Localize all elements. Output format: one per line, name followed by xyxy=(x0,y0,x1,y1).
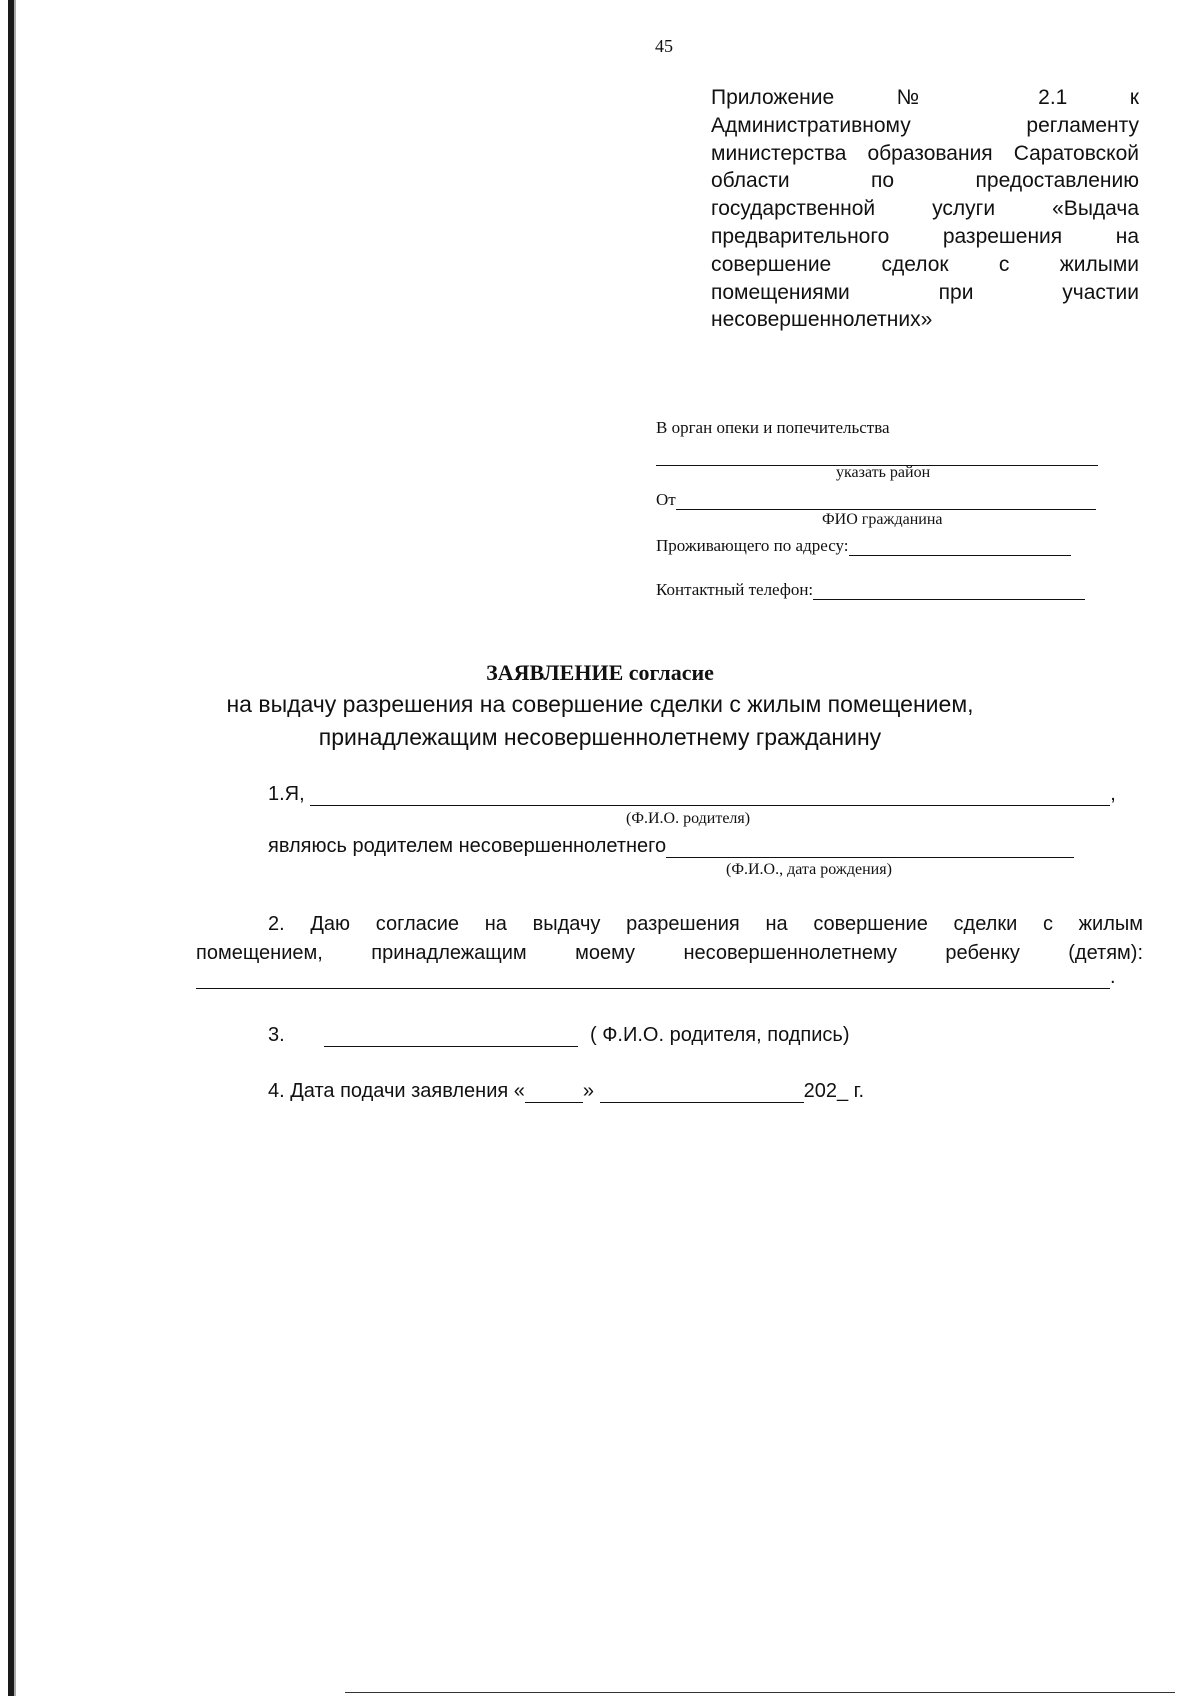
appendix-line: несовершеннолетних» xyxy=(711,308,933,332)
document-title xyxy=(200,658,1000,754)
appendix-line: предварительного разрешения на xyxy=(711,224,1139,248)
scan-edge-shadow xyxy=(14,0,16,1696)
appendix-line: совершение сделок с жилыми xyxy=(711,252,1139,276)
child-caption: (Ф.И.О., дата рождения) xyxy=(726,861,892,878)
from-field[interactable] xyxy=(676,492,1096,510)
item1-suffix: , xyxy=(1110,783,1116,805)
parent-name-caption: (Ф.И.О. родителя) xyxy=(626,810,751,827)
children-field[interactable] xyxy=(196,966,1110,989)
fio-caption: ФИО гражданина xyxy=(822,511,943,528)
appendix-note xyxy=(711,84,1139,334)
item-2-line-1: 2. Даю согласие на выдачу разрешения на совершение сделки с жилым xyxy=(268,913,1143,935)
address-row xyxy=(656,536,1071,556)
from-label: От xyxy=(656,490,676,509)
address-field[interactable] xyxy=(849,538,1071,556)
district-caption: указать район xyxy=(836,464,931,481)
date-close-quote: » xyxy=(582,1080,595,1102)
appendix-line: Приложение № 2.1 к xyxy=(711,86,1139,109)
item1-prefix: 1.Я, xyxy=(268,783,305,805)
district-field[interactable] xyxy=(656,446,1098,466)
date-label: 4. Дата подачи заявления « xyxy=(268,1080,525,1102)
phone-field[interactable] xyxy=(813,582,1085,600)
phone-label: Контактный телефон: xyxy=(656,580,814,599)
child-name-field[interactable] xyxy=(666,837,1074,858)
authority-label: В орган опеки и попечительства xyxy=(656,418,890,437)
appendix-line: государственной услуги «Выдача xyxy=(711,197,1139,221)
parent-name-field[interactable] xyxy=(310,785,1110,806)
phone-row xyxy=(656,580,1085,600)
page-number: 45 xyxy=(655,36,673,56)
parent-of-row xyxy=(268,835,1074,858)
item-3-number: 3. xyxy=(268,1024,285,1046)
item-2-line-2: помещением, принадлежащим моему несовершеннолетнему ребенку (детям): xyxy=(196,942,1143,964)
appendix-line: Административному регламенту xyxy=(711,113,1139,137)
appendix-line: министерства образования Саратовской xyxy=(711,141,1139,165)
year-label: 202_ г. xyxy=(803,1080,865,1102)
title-line-3: принадлежащим несовершеннолетнему гражданину xyxy=(318,724,882,750)
month-field[interactable] xyxy=(600,1082,804,1103)
appendix-line: области по предоставлению xyxy=(711,169,1139,193)
page-bottom-edge xyxy=(345,1692,1175,1693)
appendix-line: помещениями при участии xyxy=(711,280,1139,304)
address-label: Проживающего по адресу: xyxy=(656,536,849,555)
item-2-field-row xyxy=(196,966,1116,989)
title-line-2: на выдачу разрешения на совершение сделки с жилым помещением, xyxy=(226,691,974,717)
parent-of-label: являюсь родителем несовершеннолетнего xyxy=(268,835,667,857)
from-row xyxy=(656,490,1096,510)
day-field[interactable] xyxy=(525,1082,583,1103)
signature-caption: ( Ф.И.О. родителя, подпись) xyxy=(590,1024,850,1046)
item-1 xyxy=(268,783,1116,806)
signature-field[interactable] xyxy=(324,1024,578,1047)
item-4 xyxy=(268,1080,864,1103)
item2-end: . xyxy=(1110,966,1116,988)
title-main: ЗАЯВЛЕНИЕ согласие xyxy=(486,660,714,685)
